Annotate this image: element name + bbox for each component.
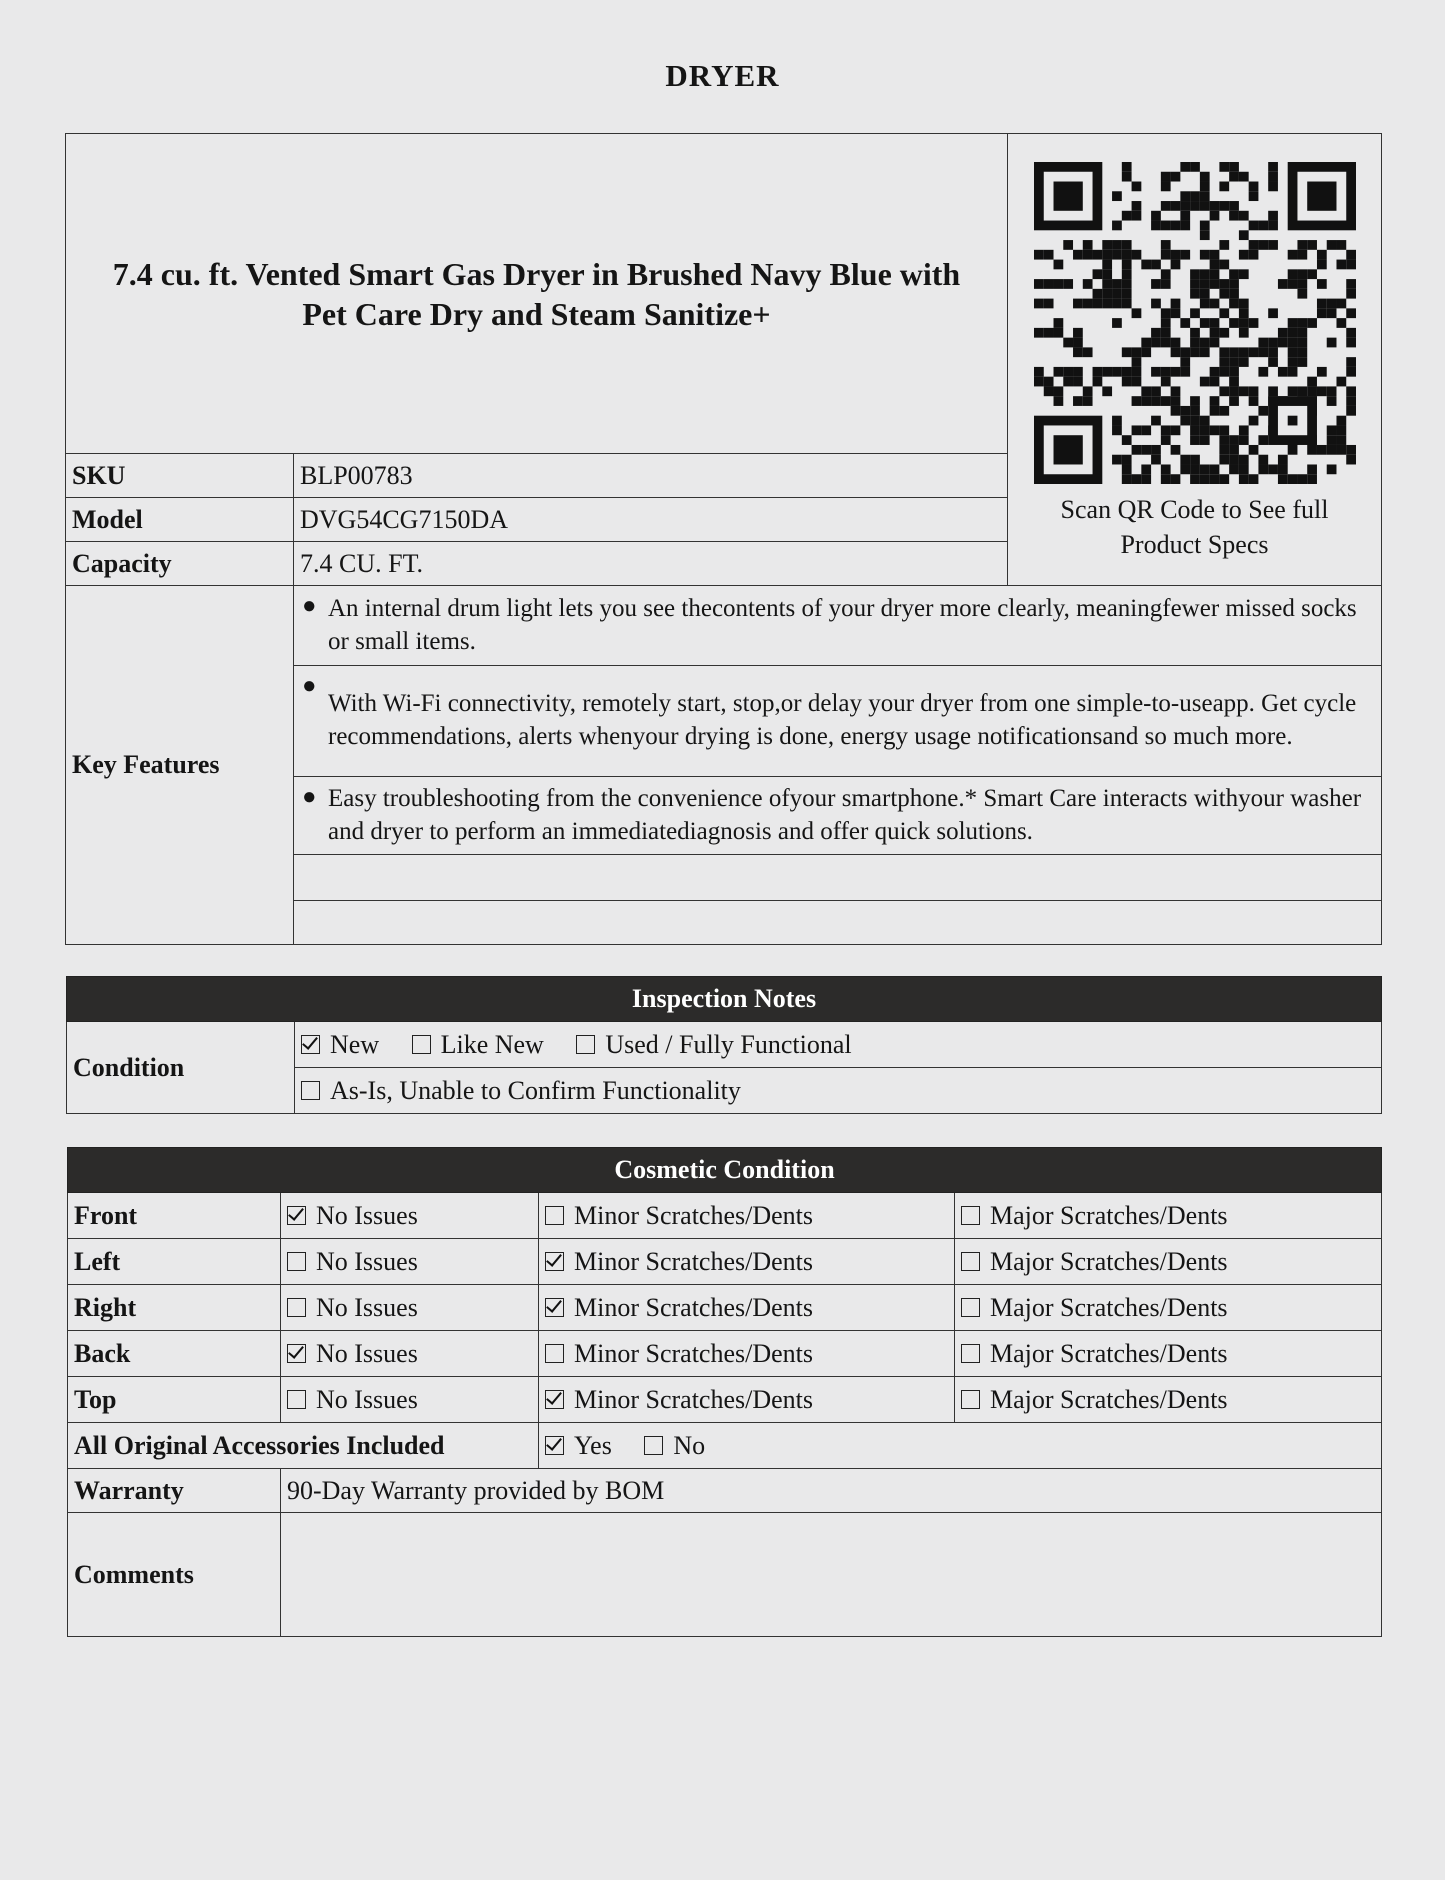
qr-caption-line-1: Scan QR Code to See full <box>1060 495 1329 524</box>
checkbox[interactable] <box>545 1344 564 1363</box>
condition-label: Condition <box>67 1022 295 1114</box>
cosmetic-row-top <box>68 1377 1382 1423</box>
option-label: Major Scratches/Dents <box>990 1292 1228 1322</box>
condition-option-like-new[interactable] <box>412 1030 544 1059</box>
condition-option-new[interactable] <box>301 1030 379 1059</box>
checkbox[interactable] <box>961 1298 980 1317</box>
cosmetic-option-minor-scratches[interactable] <box>539 1239 955 1285</box>
feature-empty-row <box>294 901 1382 945</box>
bullet: ● <box>302 673 317 699</box>
feature-text: Easy troubleshooting from the convenience ofyour smartphone.* Smart Care interacts withyour washer and dryer to perform an immediatediagnosis and offer quick solutions. <box>328 784 1362 845</box>
cosmetic-condition-header: Cosmetic Condition <box>68 1148 1382 1193</box>
option-label: No Issues <box>316 1384 418 1414</box>
condition-options-row <box>295 1022 1382 1068</box>
spec-label: SKU <box>66 454 294 498</box>
checkbox[interactable] <box>287 1390 306 1409</box>
option-label: Major Scratches/Dents <box>990 1246 1228 1276</box>
cosmetic-row-label: Top <box>68 1377 281 1423</box>
spec-label: Model <box>66 498 294 542</box>
cosmetic-option-no-issues[interactable] <box>281 1285 539 1331</box>
qr-caption-line-2: Product Specs <box>1120 530 1269 559</box>
accessories-yes-option[interactable] <box>545 1431 612 1460</box>
product-info-table <box>65 133 1382 945</box>
qr-code-cell <box>1008 134 1382 586</box>
option-label: Minor Scratches/Dents <box>574 1338 814 1368</box>
spec-label: Capacity <box>66 542 294 586</box>
option-label: No Issues <box>316 1292 418 1322</box>
cosmetic-option-minor-scratches[interactable] <box>539 1331 955 1377</box>
cosmetic-option-minor-scratches[interactable] <box>539 1377 955 1423</box>
option-label: No Issues <box>316 1246 418 1276</box>
warranty-label: Warranty <box>68 1469 281 1513</box>
cosmetic-condition-table <box>67 1147 1382 1637</box>
checkbox[interactable] <box>545 1298 564 1317</box>
bullet: ● <box>302 784 317 810</box>
product-title <box>66 134 1008 454</box>
warranty-value: 90-Day Warranty provided by BOM <box>281 1469 1382 1513</box>
checkbox[interactable] <box>287 1252 306 1271</box>
key-features-label: Key Features <box>66 586 294 945</box>
option-label: New <box>330 1029 380 1059</box>
option-label: No Issues <box>316 1338 418 1368</box>
cosmetic-option-no-issues[interactable] <box>281 1377 539 1423</box>
cosmetic-option-no-issues[interactable] <box>281 1193 539 1239</box>
inspection-notes-table <box>66 976 1382 1114</box>
accessories-row <box>68 1423 1382 1469</box>
accessories-no-option[interactable] <box>644 1431 705 1460</box>
option-label: No Issues <box>316 1200 418 1230</box>
option-label: Major Scratches/Dents <box>990 1200 1228 1230</box>
cosmetic-option-minor-scratches[interactable] <box>539 1193 955 1239</box>
option-label: Minor Scratches/Dents <box>574 1246 814 1276</box>
checkbox[interactable] <box>287 1206 306 1225</box>
feature-empty-row <box>294 855 1382 901</box>
page-title: DRYER <box>665 58 780 93</box>
spec-value-sku: BLP00783 <box>294 454 1008 498</box>
cosmetic-row-label: Right <box>68 1285 281 1331</box>
checkbox[interactable] <box>301 1081 320 1100</box>
option-label: No <box>673 1430 706 1460</box>
checkbox[interactable] <box>576 1035 595 1054</box>
comments-label: Comments <box>68 1513 281 1637</box>
option-label: Yes <box>574 1430 612 1460</box>
checkbox[interactable] <box>545 1206 564 1225</box>
cosmetic-row-right <box>68 1285 1382 1331</box>
cosmetic-row-left <box>68 1239 1382 1285</box>
cosmetic-row-label: Back <box>68 1331 281 1377</box>
checkbox[interactable] <box>412 1035 431 1054</box>
checkbox[interactable] <box>545 1436 564 1455</box>
checkbox[interactable] <box>961 1206 980 1225</box>
checkbox[interactable] <box>287 1344 306 1363</box>
option-label: As-Is, Unable to Confirm Functionality <box>330 1075 741 1105</box>
feature-item <box>294 777 1382 855</box>
comments-row <box>68 1513 1382 1637</box>
accessories-options <box>539 1423 1382 1469</box>
option-label: Major Scratches/Dents <box>990 1338 1228 1368</box>
cosmetic-option-major-scratches[interactable] <box>955 1285 1382 1331</box>
accessories-label: All Original Accessories Included <box>68 1423 539 1469</box>
option-label: Major Scratches/Dents <box>990 1384 1228 1414</box>
cosmetic-option-major-scratches[interactable] <box>955 1331 1382 1377</box>
inspection-notes-header: Inspection Notes <box>67 977 1382 1022</box>
option-label: Minor Scratches/Dents <box>574 1200 814 1230</box>
qr-caption <box>1014 492 1375 562</box>
feature-text: An internal drum light lets you see thecontents of your dryer more clearly, meaningfewer missed socks or small items. <box>328 594 1357 655</box>
feature-item <box>294 666 1382 777</box>
spec-value-model: DVG54CG7150DA <box>294 498 1008 542</box>
cosmetic-option-major-scratches[interactable] <box>955 1239 1382 1285</box>
cosmetic-option-no-issues[interactable] <box>281 1239 539 1285</box>
cosmetic-row-label: Front <box>68 1193 281 1239</box>
cosmetic-row-label: Left <box>68 1239 281 1285</box>
cosmetic-option-major-scratches[interactable] <box>955 1377 1382 1423</box>
option-label: Used / Fully Functional <box>605 1029 852 1059</box>
option-label: Like New <box>440 1029 544 1059</box>
comments-field[interactable] <box>281 1513 1382 1637</box>
product-title-line-1: 7.4 cu. ft. Vented Smart Gas Dryer in Brushed Navy Blue with <box>112 255 961 292</box>
condition-option-used[interactable] <box>576 1030 851 1059</box>
checkbox[interactable] <box>545 1390 564 1409</box>
spec-value-capacity: 7.4 CU. FT. <box>294 542 1008 586</box>
product-title-line-2: Pet Care Dry and Steam Sanitize+ <box>302 295 771 332</box>
cosmetic-option-major-scratches[interactable] <box>955 1193 1382 1239</box>
condition-options-row <box>295 1068 1382 1114</box>
feature-text: With Wi-Fi connectivity, remotely start, stop,or delay your dryer from one simple-to-useapp. Get cycle recommendations, alerts whenyour drying is done, energy usage notificationsand so much more. <box>328 690 1357 750</box>
checkbox[interactable] <box>644 1436 663 1455</box>
warranty-row <box>68 1469 1382 1513</box>
cosmetic-row-back <box>68 1331 1382 1377</box>
cosmetic-row-front <box>68 1193 1382 1239</box>
qr-code[interactable] <box>1034 162 1356 484</box>
feature-item <box>294 586 1382 666</box>
checkbox[interactable] <box>287 1298 306 1317</box>
cosmetic-option-no-issues[interactable] <box>281 1331 539 1377</box>
condition-option-as-is[interactable] <box>301 1076 741 1105</box>
checkbox[interactable] <box>301 1035 320 1054</box>
cosmetic-option-minor-scratches[interactable] <box>539 1285 955 1331</box>
checkbox[interactable] <box>545 1252 564 1271</box>
bullet: ● <box>302 593 317 619</box>
option-label: Minor Scratches/Dents <box>574 1292 814 1322</box>
checkbox[interactable] <box>961 1252 980 1271</box>
checkbox[interactable] <box>961 1344 980 1363</box>
checkbox[interactable] <box>961 1390 980 1409</box>
option-label: Minor Scratches/Dents <box>574 1384 814 1414</box>
